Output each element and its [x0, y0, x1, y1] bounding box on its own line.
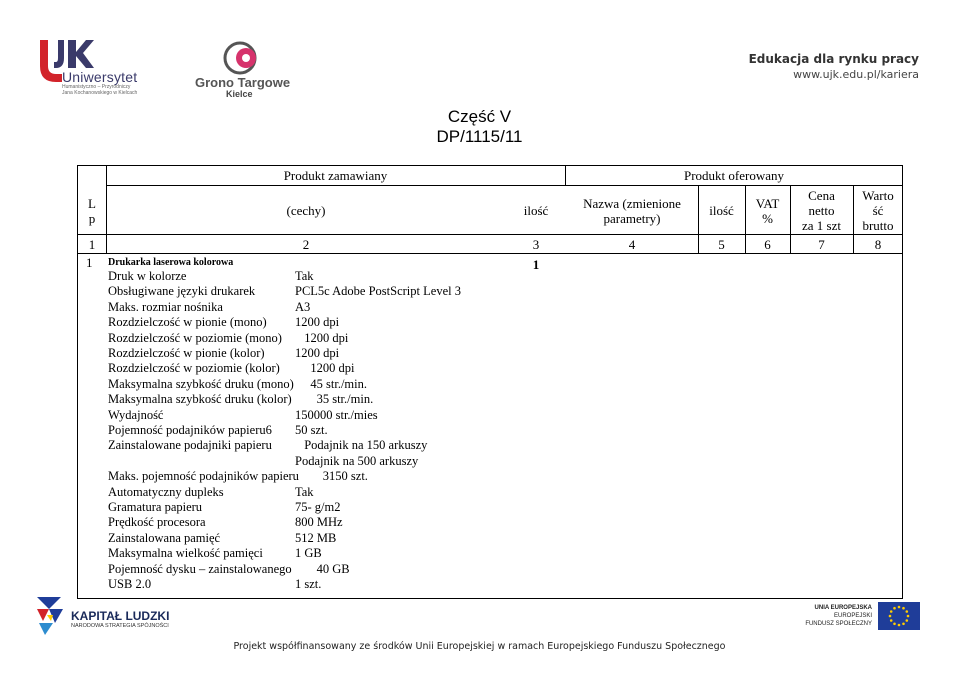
spec-value: 3150 szt. — [322, 469, 368, 484]
eu-star — [898, 624, 901, 627]
col-number: 6 — [764, 237, 771, 252]
eu-star — [902, 622, 905, 625]
spec-value: Podajnik na 500 arkuszy — [295, 453, 419, 468]
spec-label: Pojemność dysku – zainstalowanego — [108, 561, 292, 576]
eu-line: FUNDUSZ SPOŁECZNY — [805, 621, 872, 627]
col-name — [568, 196, 696, 226]
col-quantity: ilość — [523, 203, 549, 218]
title-part: Część V — [447, 107, 512, 126]
eu-star — [890, 610, 893, 613]
spec-label: Zainstalowane podajniki papieru — [108, 438, 272, 453]
spec-label: Maks. rozmiar nośnika — [108, 299, 223, 314]
eu-text — [780, 604, 872, 628]
kapital-ludzki-logo-icon — [35, 593, 65, 637]
spec-value: 1200 dpi — [295, 315, 340, 330]
eu-flag-icon — [878, 602, 920, 630]
grono-logo-city: Kielce — [226, 89, 253, 99]
eu-star — [905, 610, 908, 613]
spec-value: 40 GB — [316, 561, 350, 576]
group-header-offered: Produkt oferowany — [683, 168, 784, 183]
row-quantity: 1 — [532, 257, 540, 272]
spec-value: 45 str./min. — [310, 376, 367, 391]
spec-label: Automatyczny dupleks — [108, 484, 224, 499]
spec-label: Druk w kolorze — [108, 269, 187, 283]
col-quantity-offered: ilość — [709, 203, 734, 218]
spec-value: Tak — [295, 269, 314, 283]
spec-label: Wydajność — [108, 407, 164, 422]
col-number: 7 — [818, 237, 825, 252]
group-header-ordered: Produkt zamawiany — [283, 168, 388, 183]
ujk-logo-sub: Humanistyczno – Przyrodniczy Jana Kochanowskiego w Kielcach — [62, 84, 138, 96]
kapital-ludzki-sub: NARODOWA STRATEGIA SPÓJNOŚCI — [71, 623, 169, 629]
col-number: 2 — [302, 237, 310, 252]
table-line — [78, 253, 903, 254]
spec-label: USB 2.0 — [108, 577, 152, 591]
spec-label: Obsługiwane języki drukarek — [108, 284, 256, 299]
table-line — [78, 234, 903, 235]
col-number: 4 — [628, 237, 636, 252]
spec-value: 75- g/m2 — [295, 500, 341, 514]
ujk-logo-text — [62, 70, 142, 96]
col-lp-line: p — [88, 211, 96, 226]
ujk-logo-name: Uniwersytet — [62, 69, 138, 85]
col-number: 8 — [874, 237, 882, 252]
spec-label: Maks. pojemność podajników papieru — [108, 469, 299, 484]
spec-value: A3 — [295, 299, 311, 314]
col-vat — [745, 196, 790, 226]
col-number: 5 — [718, 237, 725, 252]
spec-value: 35 str./min. — [316, 392, 374, 407]
spec-label: Rozdzielczość w poziomie (mono) — [108, 330, 282, 345]
spec-label: Rozdzielczość w pionie (kolor) — [108, 346, 265, 360]
edu-title: Edukacja dla rynku pracy — [748, 52, 919, 66]
eu-line: EUROPEJSKI — [833, 613, 872, 619]
footer-note: Projekt współfinansowany ze środków Unii Europejskiej w ramach Europejskiego Funduszu Społecznego — [233, 641, 726, 652]
col-gross-value-line: Warto — [862, 188, 894, 203]
spec-value: Podajnik na 150 arkuszy — [304, 438, 428, 453]
col-unit-price — [790, 188, 853, 233]
kapital-ludzki-title: KAPITAŁ LUDZKI — [71, 609, 170, 623]
eu-star — [890, 619, 893, 622]
eu-star — [893, 622, 896, 625]
spec-label: Zainstalowana pamięć — [108, 530, 221, 545]
eu-line: UNIA EUROPEJSKA — [814, 605, 872, 611]
spec-label: Gramatura papieru — [108, 500, 203, 514]
spec-label: Rozdzielczość w poziomie (kolor) — [108, 361, 280, 376]
spec-value: PCL5c Adobe PostScript Level 3 — [295, 284, 461, 299]
item-title: Drukarka laserowa kolorowa — [108, 257, 234, 268]
col-vat-line: % — [762, 211, 773, 226]
grono-logo-icon — [222, 38, 262, 78]
spec-label: Maksymalna szybkość druku (kolor) — [108, 392, 292, 407]
col-name-line: Nazwa (zmienione — [583, 196, 681, 211]
col-number: 3 — [532, 237, 540, 252]
spec-label: Pojemność podajników papieru6 — [108, 423, 272, 437]
col-unit-price-line: za 1 szt — [802, 218, 841, 233]
table-line — [106, 185, 903, 186]
col-unit-price-line: Cena — [808, 188, 835, 203]
col-lp-line: L — [88, 196, 96, 211]
spec-value: Tak — [295, 484, 314, 499]
col-name-line: parametry) — [603, 211, 661, 226]
spec-label: Rozdzielczość w pionie (mono) — [108, 315, 267, 330]
spec-value: 800 MHz — [295, 515, 343, 530]
eu-star — [898, 606, 901, 609]
spec-label: Maksymalna szybkość druku (mono) — [108, 376, 294, 391]
grono-logo-name: Grono Targowe — [195, 75, 291, 90]
eu-star — [902, 607, 905, 610]
col-gross-value-line: brutto — [862, 218, 894, 233]
spec-label: Maksymalna wielkość pamięci — [108, 546, 263, 561]
spec-value: 512 MB — [295, 530, 337, 545]
spec-value: 1200 dpi — [304, 330, 349, 345]
spec-value: 50 szt. — [295, 423, 328, 437]
spec-value: 1200 dpi — [310, 361, 355, 376]
eu-star — [889, 615, 892, 618]
title-reference: DP/1115/11 — [436, 127, 523, 146]
spec-label: Prędkość procesora — [108, 515, 206, 530]
row-lp: 1 — [86, 255, 93, 270]
eu-star — [905, 619, 908, 622]
eu-star — [907, 615, 910, 618]
spec-value: 1 GB — [295, 546, 322, 561]
col-gross-value — [853, 188, 903, 233]
col-lp — [78, 196, 106, 226]
offer-table — [77, 165, 903, 599]
edu-link[interactable]: www.ujk.edu.pl/kariera — [793, 68, 919, 81]
eu-star — [893, 607, 896, 610]
col-gross-value-line: ść — [872, 203, 884, 218]
spec-value: 1200 dpi — [295, 346, 340, 360]
col-vat-line: VAT — [755, 196, 780, 211]
document-title — [0, 107, 959, 147]
col-features: (cechy) — [286, 203, 326, 218]
col-unit-price-line: netto — [808, 203, 835, 218]
spec-value: 1 szt. — [295, 577, 322, 591]
spec-value: 150000 str./mies — [295, 407, 378, 422]
col-number: 1 — [88, 237, 96, 252]
